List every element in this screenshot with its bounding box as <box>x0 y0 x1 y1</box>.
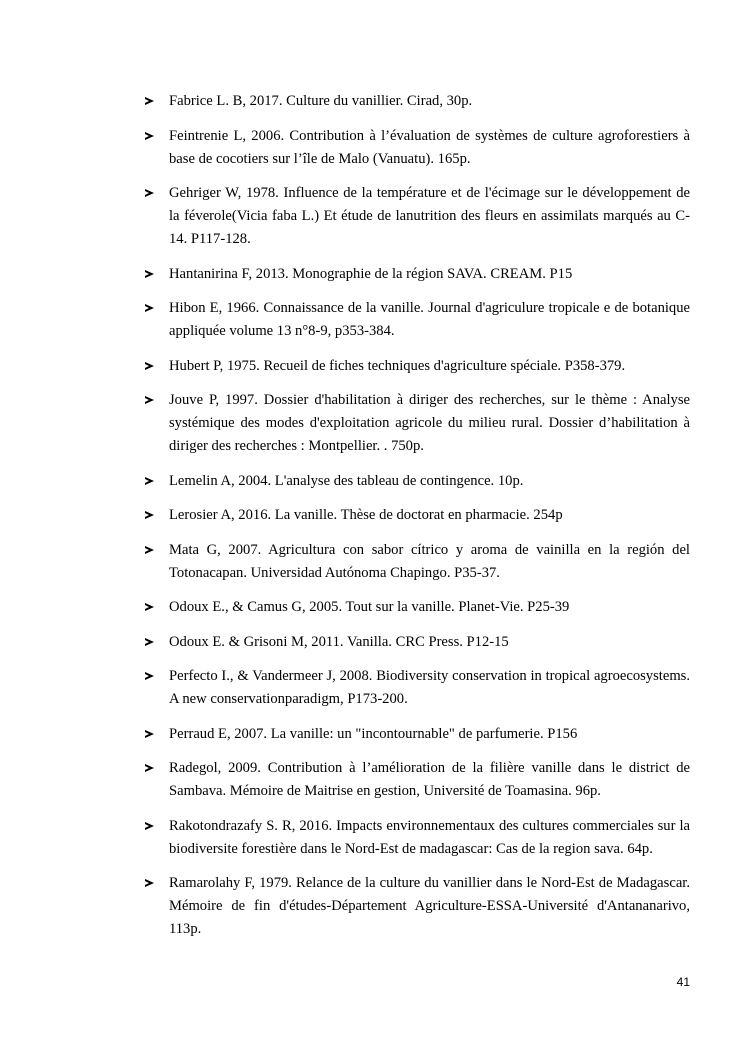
reference-item <box>145 539 690 585</box>
arrow-bullet-icon <box>145 511 154 519</box>
reference-item <box>145 757 690 803</box>
arrow-bullet-icon <box>145 132 154 140</box>
arrow-bullet-icon <box>145 477 154 485</box>
reference-item <box>145 90 690 113</box>
reference-item <box>145 263 690 286</box>
reference-item <box>145 631 690 654</box>
arrow-bullet-icon <box>145 672 154 680</box>
page-number: 41 <box>676 975 690 989</box>
arrow-bullet-icon <box>145 362 154 370</box>
reference-text: Odoux E. & Grisoni M, 2011. Vanilla. CRC Press. P12-15 <box>169 633 509 650</box>
arrow-bullet-icon <box>145 822 154 830</box>
reference-item <box>145 665 690 711</box>
reference-text: Rakotondrazafy S. R, 2016. Impacts environnementaux des cultures commerciales sur la biodiversite forestière dans le Nord-Est de madagascar: Cas de la region sava. 64p. <box>169 817 690 857</box>
reference-text: Hantanirina F, 2013. Monographie de la région SAVA. CREAM. P15 <box>169 265 573 282</box>
reference-text: Mata G, 2007. Agricultura con sabor cítrico y aroma de vainilla en la región del Totonacapan. Universidad Autónoma Chapingo. P35-37. <box>169 541 690 581</box>
arrow-bullet-icon <box>145 97 154 105</box>
reference-text: Perfecto I., & Vandermeer J, 2008. Biodiversity conservation in tropical agroecosystems. A new conservationparadigm, P173-200. <box>169 668 690 707</box>
arrow-bullet-icon <box>145 879 154 887</box>
reference-item <box>145 125 690 171</box>
reference-item <box>145 389 690 458</box>
reference-text: Ramarolahy F, 1979. Relance de la culture du vanillier dans le Nord-Est de Madagascar. Mémoire de fin d'études-Département Agriculture-ESSA-Université d'Antananarivo, 113p. <box>169 875 690 937</box>
reference-text: Lemelin A, 2004. L'analyse des tableau de contingence. 10p. <box>169 472 524 489</box>
reference-text: Feintrenie L, 2006. Contribution à l’évaluation de systèmes de culture agroforestiers à base de cocotiers sur l’île de Malo (Vanuatu). 165p. <box>169 127 690 167</box>
reference-text: Jouve P, 1997. Dossier d'habilitation à diriger des recherches, sur le thème : Analyse systémique des modes d'exploitation agricole du milieu rural. Dossier d’habilitation à diriger des recherches : Montpellier. . 750p. <box>169 392 690 454</box>
reference-item <box>145 297 690 343</box>
reference-text: Lerosier A, 2016. La vanille. Thèse de doctorat en pharmacie. 254p <box>169 507 563 523</box>
arrow-bullet-icon <box>145 304 154 312</box>
reference-item <box>145 182 690 251</box>
reference-item <box>145 596 690 619</box>
arrow-bullet-icon <box>145 189 154 197</box>
arrow-bullet-icon <box>145 730 154 738</box>
reference-text: Fabrice L. B, 2017. Culture du vanillier. Cirad, 30p. <box>169 93 473 109</box>
arrow-bullet-icon <box>145 270 154 278</box>
arrow-bullet-icon <box>145 546 154 554</box>
reference-list <box>145 90 690 953</box>
reference-item <box>145 872 690 941</box>
arrow-bullet-icon <box>145 764 154 772</box>
reference-item <box>145 504 690 527</box>
reference-text: Odoux E., & Camus G, 2005. Tout sur la vanille. Planet-Vie. P25-39 <box>169 599 570 615</box>
reference-item <box>145 815 690 861</box>
reference-text: Hibon E, 1966. Connaissance de la vanille. Journal d'agriculure tropicale e de botanique appliquée volume 13 n°8-9, p353-384. <box>169 300 690 339</box>
arrow-bullet-icon <box>145 603 154 611</box>
reference-text: Hubert P, 1975. Recueil de fiches techniques d'agriculture spéciale. P358-379. <box>169 357 626 374</box>
arrow-bullet-icon <box>145 638 154 646</box>
reference-text: Gehriger W, 1978. Influence de la température et de l'écimage sur le développement de la féverole(Vicia faba L.) Et étude de lanutrition des fleurs en assimilats marqués au C-14. P117-128. <box>169 185 690 247</box>
reference-text: Radegol, 2009. Contribution à l’amélioration de la filière vanille dans le district de Sambava. Mémoire de Maitrise en gestion, Université de Toamasina. 96p. <box>169 760 690 799</box>
reference-item <box>145 355 690 378</box>
reference-item <box>145 723 690 746</box>
arrow-bullet-icon <box>145 396 154 404</box>
reference-text: Perraud E, 2007. La vanille: un "incontournable" de parfumerie. P156 <box>169 725 578 742</box>
reference-item <box>145 470 690 493</box>
